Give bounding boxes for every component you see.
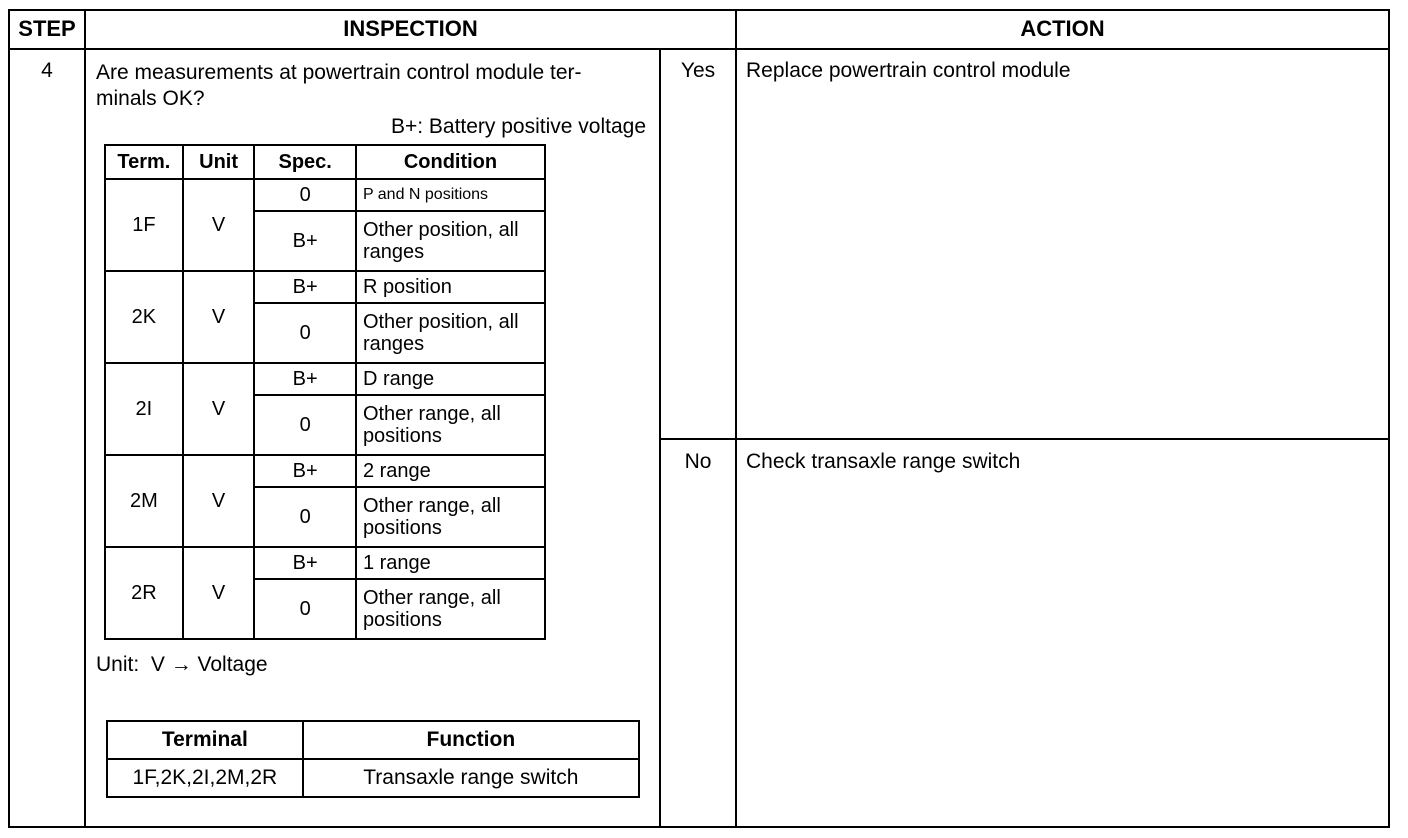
spec-cell: 0 xyxy=(254,395,356,455)
table-row xyxy=(105,363,545,395)
condition-cell: 2 range xyxy=(356,455,545,487)
no-action: Check transaxle range switch xyxy=(746,450,1021,473)
condition-cell: R position xyxy=(356,271,545,303)
spec-cell: B+ xyxy=(254,547,356,579)
no-label: No xyxy=(684,450,712,473)
condition-cell: Other range, all positions xyxy=(356,395,545,455)
spec-table xyxy=(104,144,546,640)
condition-cell: D range xyxy=(356,363,545,395)
spec-table-header xyxy=(105,145,545,179)
spec-header-condition: Condition xyxy=(356,145,545,179)
spec-cell: 0 xyxy=(254,579,356,639)
spec-cell: 0 xyxy=(254,179,356,211)
frame-left xyxy=(8,9,10,828)
terminal-table-header xyxy=(107,721,639,759)
frame-bottom xyxy=(8,826,1390,828)
spec-cell: B+ xyxy=(254,363,356,395)
term-cell: 1F xyxy=(105,179,183,271)
frame-header-bottom xyxy=(8,48,1390,50)
spec-header-unit: Unit xyxy=(183,145,255,179)
spec-cell: 0 xyxy=(254,487,356,547)
condition-cell: Other position, all ranges xyxy=(356,303,545,363)
table-row xyxy=(105,271,545,303)
spec-cell: B+ xyxy=(254,455,356,487)
term-cell: 2M xyxy=(105,455,183,547)
table-row xyxy=(105,179,545,211)
function-cell: Transaxle range switch xyxy=(303,759,639,797)
spec-cell: B+ xyxy=(254,211,356,271)
spec-header-term: Term. xyxy=(105,145,183,179)
condition-cell: Other range, all positions xyxy=(356,487,545,547)
unit-cell: V xyxy=(183,179,255,271)
function-header: Function xyxy=(303,721,639,759)
spec-cell: 0 xyxy=(254,303,356,363)
spec-cell: B+ xyxy=(254,271,356,303)
table-row xyxy=(105,547,545,579)
question-line-1: Are measurements at powertrain control module ter- xyxy=(96,61,582,84)
unit-cell: V xyxy=(183,547,255,639)
header-inspection: INSPECTION xyxy=(343,16,478,41)
unit-cell: V xyxy=(183,363,255,455)
header-step: STEP xyxy=(18,16,76,41)
yes-label: Yes xyxy=(680,59,716,82)
condition-cell: Other range, all positions xyxy=(356,579,545,639)
terminal-header: Terminal xyxy=(107,721,303,759)
condition-cell: Other position, all ranges xyxy=(356,211,545,271)
terminal-function-table xyxy=(106,720,640,798)
header-action: ACTION xyxy=(1020,16,1105,41)
terminal-cell: 1F,2K,2I,2M,2R xyxy=(107,759,303,797)
term-cell: 2I xyxy=(105,363,183,455)
spec-header-spec: Spec. xyxy=(254,145,356,179)
unit-cell: V xyxy=(183,271,255,363)
table-row xyxy=(105,455,545,487)
question-line-2: minals OK? xyxy=(96,87,205,110)
frame-yes-no-divider xyxy=(659,438,1390,440)
yes-action: Replace powertrain control module xyxy=(746,59,1071,82)
bplus-note: B+: Battery positive voltage xyxy=(390,115,646,138)
frame-step-divider xyxy=(84,9,86,828)
unit-cell: V xyxy=(183,455,255,547)
condition-cell: 1 range xyxy=(356,547,545,579)
term-cell: 2R xyxy=(105,547,183,639)
condition-cell: P and N positions xyxy=(356,179,545,211)
frame-right xyxy=(1388,9,1390,828)
step-number: 4 xyxy=(41,59,53,82)
frame-action-divider xyxy=(735,9,737,828)
term-cell: 2K xyxy=(105,271,183,363)
table-row xyxy=(107,759,639,797)
unit-note: Unit: V → Voltage xyxy=(96,653,268,676)
